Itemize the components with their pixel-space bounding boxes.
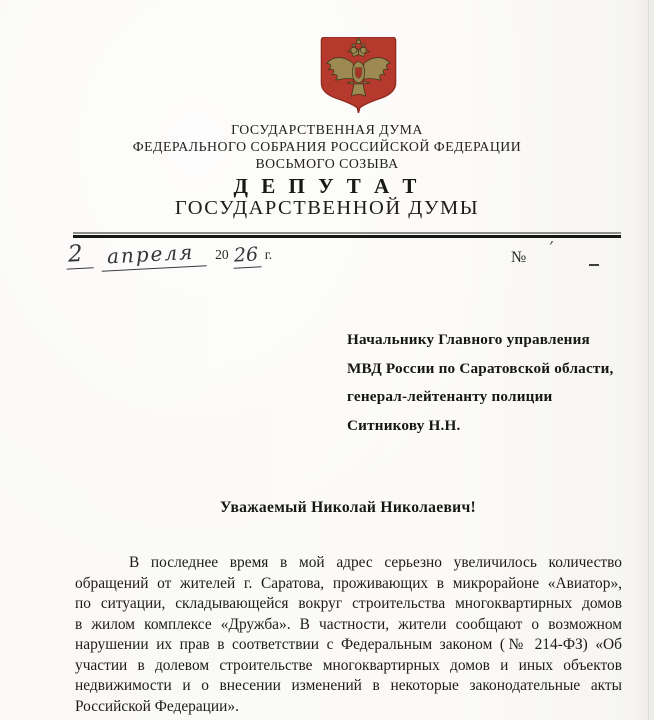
org-line-1: ГОСУДАРСТВЕННАЯ ДУМА bbox=[231, 122, 423, 137]
salutation: Уважаемый Николай Николаевич! bbox=[220, 499, 477, 516]
deputy-subtitle: ГОСУДАРСТВЕННОЙ ДУМЫ bbox=[174, 197, 480, 219]
printed-year-suffix: г. bbox=[264, 247, 273, 262]
letter-body bbox=[75, 553, 622, 717]
divider-thick-line bbox=[73, 235, 621, 238]
number-blank-dash bbox=[589, 264, 599, 266]
russian-coat-of-arms-icon bbox=[314, 37, 403, 113]
date-line bbox=[66, 241, 272, 275]
org-line-3: ВОСЬМОГО СОЗЫВА bbox=[255, 156, 399, 171]
body-line: Российской Федерации». bbox=[75, 697, 239, 715]
handwritten-day: 2 bbox=[65, 240, 93, 269]
printed-year-prefix: 20 bbox=[215, 247, 229, 262]
scan-edge-line bbox=[648, 0, 649, 720]
letterhead-divider bbox=[73, 232, 621, 238]
recipient-block bbox=[347, 326, 627, 440]
body-line: нарушении их прав в соответствии с Федеральным законом (№ 214-ФЗ) «Об bbox=[75, 636, 622, 653]
body-line: участии в долевом строительстве многоквартирных домов и иных объектов bbox=[75, 656, 622, 674]
recipient-line: МВД России по Саратовской области, bbox=[347, 359, 614, 377]
recipient-line: Начальнику Главного управления bbox=[347, 331, 590, 348]
recipient-line: генерал-лейтенанту полиции bbox=[347, 388, 553, 405]
org-line-2: ФЕДЕРАЛЬНОГО СОБРАНИЯ РОССИЙСКОЙ ФЕДЕРАЦИИ bbox=[132, 139, 522, 154]
recipient-line: Ситникову Н.Н. bbox=[347, 416, 461, 434]
deputy-title: Д Е П У Т А Т bbox=[233, 174, 421, 198]
body-line: в жилом комплексе «Дружба». В частности, жители сообщают о возможном bbox=[75, 615, 622, 633]
document-number-sign: № bbox=[511, 249, 527, 266]
pen-stray-mark: ’ bbox=[549, 238, 554, 256]
body-line: по ситуации, складывающейся вокруг строительства многоквартирных домов bbox=[75, 595, 622, 612]
letterhead-org-block bbox=[0, 121, 654, 172]
handwritten-year: 26 bbox=[232, 243, 261, 268]
body-line: недвижимости и о внесении изменений в некоторые законодательные акты bbox=[75, 677, 622, 694]
body-line: В последнее время в мой адрес серьезно увеличилось количество bbox=[129, 554, 622, 571]
handwritten-month: апреля bbox=[100, 239, 207, 271]
body-line: обращений от жителей г. Саратова, проживающих в микрорайоне «Авиатор», bbox=[75, 574, 622, 592]
